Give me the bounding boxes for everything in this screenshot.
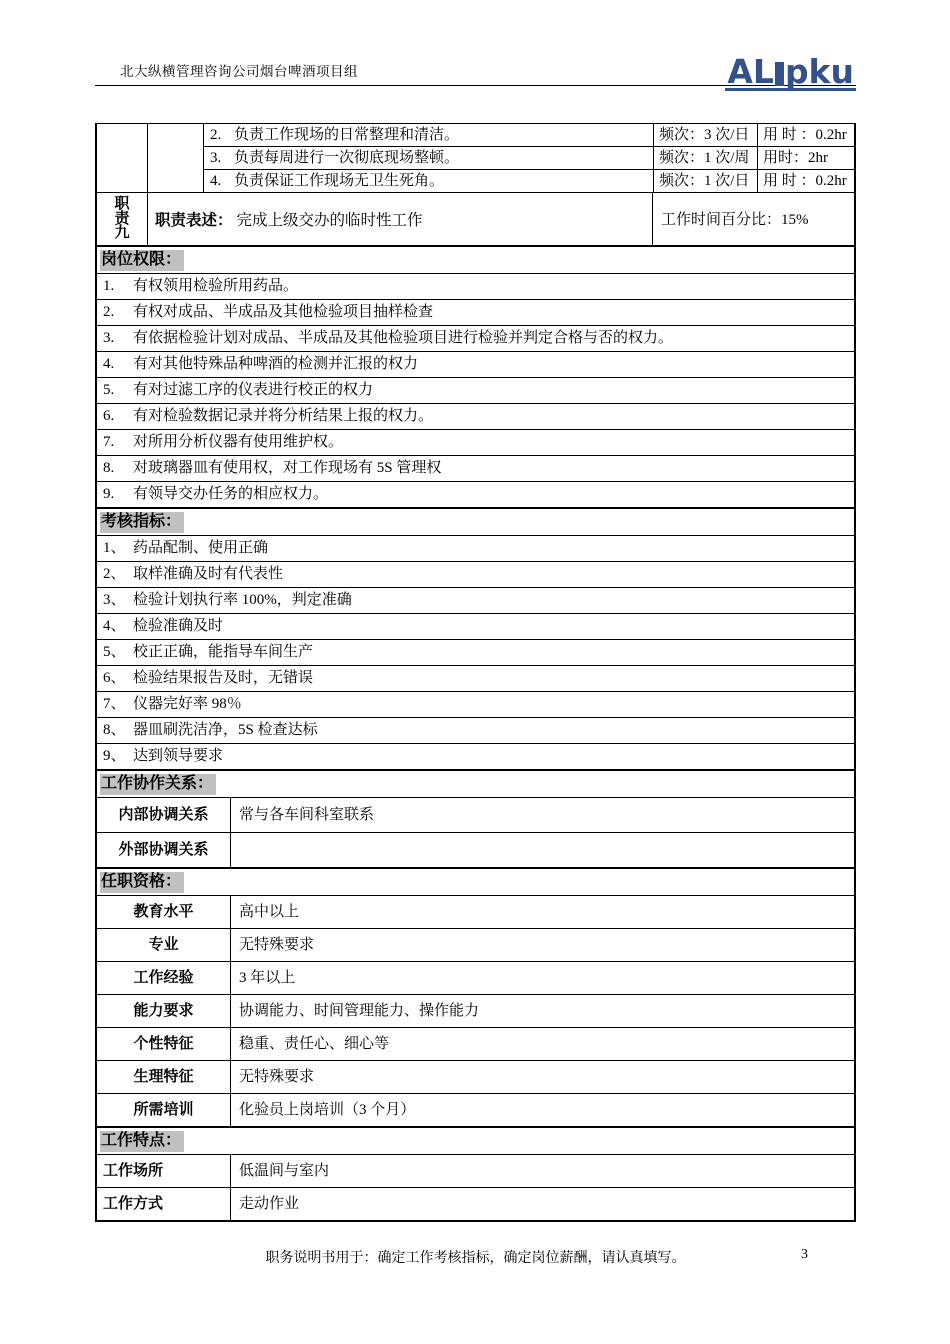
section-authority-header	[97, 245, 854, 274]
duty-frequency: 频次：1 次/日	[653, 170, 757, 192]
duty-number: 4.	[210, 173, 222, 189]
section-title: 工作协作关系：	[100, 774, 216, 795]
duty-time: 用时：2hr	[757, 147, 854, 169]
row-label: 内部协调关系	[97, 798, 231, 832]
duty-statement-label: 职责表述：	[155, 211, 233, 229]
item-number: 4.	[103, 355, 115, 372]
duty-description: 负责工作现场的日常整理和清洁。	[234, 127, 460, 143]
duty-row	[204, 124, 854, 147]
authority-item	[97, 404, 854, 430]
row-value: 低温间与室内	[239, 1162, 330, 1179]
item-text: 有权对成品、半成品及其他检验项目抽样检查	[133, 303, 434, 320]
page-header	[95, 46, 856, 91]
row-label: 生理特征	[97, 1061, 231, 1093]
item-text: 器皿刷洗洁净，5S 检查达标	[133, 721, 318, 738]
item-number: 7、	[103, 695, 126, 712]
authority-item	[97, 326, 854, 352]
duty-statement-text: 完成上级交办的临时性工作	[236, 211, 423, 229]
qualification-row	[97, 929, 854, 962]
row-label: 工作经验	[97, 962, 231, 994]
item-number: 6、	[103, 669, 126, 686]
item-text: 校正正确，能指导车间生产	[133, 643, 314, 660]
duty-number: 3.	[210, 150, 222, 166]
item-number: 1.	[103, 277, 115, 294]
section-work-features-header	[97, 1126, 854, 1155]
qualification-row	[97, 962, 854, 995]
item-text: 对所用分析仪器有使用维护权。	[133, 433, 344, 450]
item-number: 8.	[103, 459, 115, 476]
logo-text-pku: pku	[784, 51, 854, 91]
row-value: 无特殊要求	[239, 1068, 315, 1085]
item-number: 6.	[103, 407, 115, 424]
header-org-title: 北大纵横管理咨询公司烟台啤酒项目组	[120, 64, 358, 79]
qualification-row	[97, 896, 854, 929]
duty-description: 负责每周进行一次彻底现场整顿。	[234, 150, 460, 166]
collaboration-row	[97, 833, 854, 867]
collaboration-row	[97, 798, 854, 833]
allpku-logo	[725, 51, 856, 91]
duty-description: 负责保证工作现场无卫生死角。	[234, 173, 445, 189]
item-text: 取样准确及时有代表性	[133, 565, 284, 582]
item-number: 1、	[103, 539, 126, 556]
item-text: 有对其他特殊品种啤酒的检测并汇报的权力	[133, 355, 419, 372]
authority-item	[97, 352, 854, 378]
authority-item	[97, 430, 854, 456]
kpi-item	[97, 562, 854, 588]
duty-nine-label: 职责九	[97, 193, 148, 245]
authority-item	[97, 274, 854, 300]
row-value: 常与各车间科室联系	[239, 806, 375, 823]
row-value	[231, 833, 854, 867]
item-text: 检验结果报告及时，无错误	[133, 669, 314, 686]
section-title: 岗位权限：	[100, 250, 184, 271]
kpi-item	[97, 536, 854, 562]
duty-frequency: 频次：3 次/日	[653, 124, 757, 146]
duty-time: 用 时 ：0.2hr	[757, 124, 854, 146]
authority-item	[97, 482, 854, 507]
section-kpi-header	[97, 507, 854, 536]
row-value: 无特殊要求	[239, 936, 315, 953]
kpi-item	[97, 692, 854, 718]
row-label: 外部协调关系	[97, 833, 231, 867]
footer-note: 职务说明书用于：确定工作考核指标，确定岗位薪酬，请认真填写。	[265, 1251, 686, 1266]
qualification-row	[97, 1028, 854, 1061]
row-label: 工作方式	[97, 1188, 231, 1220]
authority-item	[97, 378, 854, 404]
item-number: 2、	[103, 565, 126, 582]
duty-empty-col-2	[148, 124, 204, 192]
row-value: 走动作业	[239, 1195, 300, 1212]
item-number: 9、	[103, 747, 126, 764]
duty-text	[204, 124, 653, 146]
work-feature-row	[97, 1155, 854, 1188]
row-label: 所需培训	[97, 1094, 231, 1126]
row-value: 化验员上岗培训（3 个月）	[239, 1101, 416, 1118]
item-number: 3、	[103, 591, 126, 608]
duty-nine-row	[97, 193, 854, 245]
duty-row	[204, 170, 854, 192]
kpi-item	[97, 614, 854, 640]
duty-time: 用 时 ：0.2hr	[757, 170, 854, 192]
duty-number: 2.	[210, 127, 222, 143]
section-title: 考核指标：	[100, 512, 184, 533]
item-text: 仪器完好率 98％	[133, 695, 242, 712]
page-number: 3	[801, 1247, 808, 1262]
authority-item	[97, 300, 854, 326]
kpi-item	[97, 588, 854, 614]
duty-rows	[204, 124, 854, 192]
duty-text	[204, 147, 653, 169]
item-number: 3.	[103, 329, 115, 346]
duty-frequency: 频次：1 次/周	[653, 147, 757, 169]
row-label: 教育水平	[97, 896, 231, 928]
item-number: 7.	[103, 433, 115, 450]
kpi-item	[97, 640, 854, 666]
duty-text	[204, 170, 653, 192]
logo-bar-icon	[775, 62, 784, 86]
item-text: 检验计划执行率 100%，判定准确	[133, 591, 352, 608]
item-number: 5、	[103, 643, 126, 660]
item-text: 检验准确及时	[133, 617, 224, 634]
section-title: 任职资格：	[100, 872, 184, 893]
item-number: 9.	[103, 485, 115, 502]
kpi-item	[97, 744, 854, 769]
item-text: 达到领导要求	[133, 747, 224, 764]
row-label: 能力要求	[97, 995, 231, 1027]
qualification-row	[97, 1061, 854, 1094]
item-text: 有对检验数据记录并将分析结果上报的权力。	[133, 407, 434, 424]
section-qualification-header	[97, 867, 854, 896]
row-value: 高中以上	[239, 903, 300, 920]
logo-text-al: AL	[727, 51, 774, 91]
item-number: 4、	[103, 617, 126, 634]
section-collaboration-header	[97, 769, 854, 798]
duty-detail-block	[97, 124, 854, 193]
section-title: 工作特点：	[100, 1131, 184, 1152]
authority-item	[97, 456, 854, 482]
row-value: 3 年以上	[239, 969, 296, 986]
qualification-row	[97, 1094, 854, 1126]
item-number: 2.	[103, 303, 115, 320]
duty-nine-time-percent: 工作时间百分比：15%	[652, 193, 854, 245]
row-label: 专业	[97, 929, 231, 961]
row-value: 协调能力、时间管理能力、操作能力	[239, 1002, 480, 1019]
duty-nine-description	[148, 193, 652, 245]
item-number: 5.	[103, 381, 115, 398]
work-feature-row	[97, 1188, 854, 1220]
item-text: 有依据检验计划对成品、半成品及其他检验项目进行检验并判定合格与否的权力。	[133, 329, 674, 346]
kpi-item	[97, 718, 854, 744]
job-description-table	[95, 123, 856, 1222]
duty-empty-col-1	[97, 124, 148, 192]
item-number: 8、	[103, 721, 126, 738]
kpi-item	[97, 666, 854, 692]
qualification-row	[97, 995, 854, 1028]
item-text: 药品配制、使用正确	[133, 539, 269, 556]
item-text: 对玻璃器皿有使用权，对工作现场有 5S 管理权	[133, 459, 442, 476]
item-text: 有权领用检验所用药品。	[133, 277, 299, 294]
duty-row	[204, 147, 854, 170]
item-text: 有领导交办任务的相应权力。	[133, 485, 329, 502]
item-text: 有对过滤工序的仪表进行校正的权力	[133, 381, 374, 398]
page-footer	[95, 1247, 856, 1267]
row-label: 个性特征	[97, 1028, 231, 1060]
row-label: 工作场所	[97, 1155, 231, 1187]
row-value: 稳重、责任心、细心等	[239, 1035, 390, 1052]
